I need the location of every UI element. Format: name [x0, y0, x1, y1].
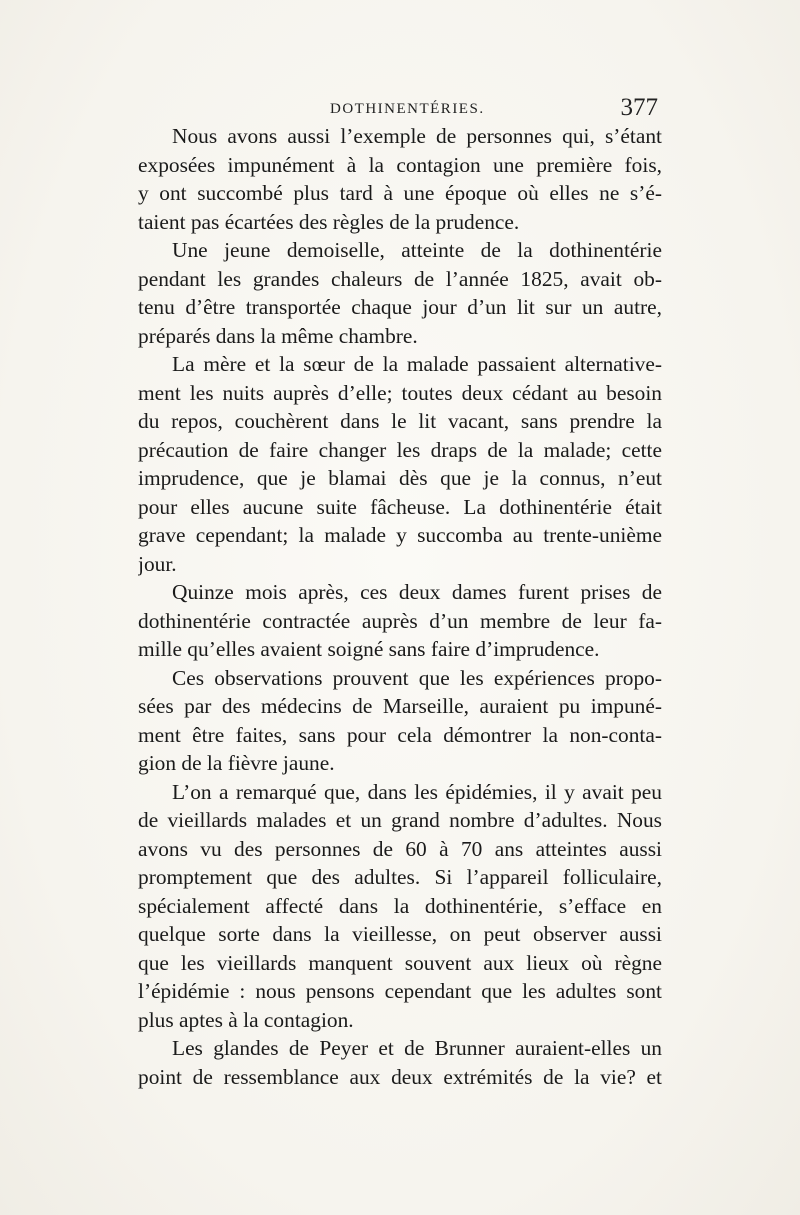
page-number: 377 [620, 94, 658, 121]
text-line: spécialement affecté dans la dothinentérie, s’efface en [138, 893, 662, 918]
text-line: pendant les grandes chaleurs de l’année 1825, avait ob- [138, 266, 662, 291]
text-line: exposées impunément à la contagion une première fois, [138, 152, 662, 177]
text-line: de vieillards malades et un grand nombre d’adultes. Nous [138, 808, 662, 832]
text-line: avons vu des personnes de 60 à 70 ans atteintes aussi [138, 836, 662, 861]
text-line: ment être faites, sans pour cela démontrer la non-conta- [138, 722, 662, 747]
text-line: que les vieillards manquent souvent aux lieux où règne [138, 950, 662, 975]
text-line: taient pas écartées des règles de la prudence. [138, 209, 520, 234]
text-line: Quinze mois après, ces deux dames furent prises de [172, 580, 662, 604]
text-line: grave cependant; la malade y succomba au trente-unième [138, 523, 662, 547]
text-line: sées par des médecins de Marseille, auraient pu impuné- [138, 694, 662, 718]
text-line: plus aptes à la contagion. [138, 1007, 354, 1032]
text-line: Les glandes de Peyer et de Brunner auraient-elles un [172, 1036, 662, 1060]
text-line: Ces observations prouvent que les expériences propo- [172, 665, 662, 690]
text-line: point de ressemblance aux deux extrémités de la vie? et [138, 1064, 662, 1089]
body-text [138, 122, 662, 1091]
text-line: jour. [138, 551, 177, 576]
text-line: précaution de faire changer les draps de la malade; cette [138, 437, 662, 462]
text-line: L’on a remarqué que, dans les épidémies, il y avait peu [172, 779, 662, 804]
text-line: pour elles aucune suite fâcheuse. La dothinentérie était [138, 494, 662, 519]
running-head [138, 94, 658, 123]
text-line: Une jeune demoiselle, atteinte de la dothinentérie [172, 238, 662, 262]
text-line: imprudence, que je blamai dès que je la connus, n’eut [138, 466, 662, 490]
text-line: quelque sorte dans la vieillesse, on peut observer aussi [138, 922, 662, 946]
text-line: préparés dans la même chambre. [138, 323, 418, 348]
running-title: DOTHINENTÉRIES. [330, 101, 485, 117]
text-line: ment les nuits auprès d’elle; toutes deux cédant au besoin [138, 380, 662, 405]
text-line: l’épidémie : nous pensons cependant que les adultes sont [138, 979, 662, 1003]
text-line: Nous avons aussi l’exemple de personnes qui, s’étant [172, 124, 662, 148]
text-line: du repos, couchèrent dans le lit vacant, sans prendre la [138, 409, 662, 433]
text-line: promptement que des adultes. Si l’appareil folliculaire, [138, 865, 662, 889]
text-line: dothinentérie contractée auprès d’un membre de leur fa- [138, 608, 662, 633]
text-line: mille qu’elles avaient soigné sans faire d’imprudence. [138, 637, 600, 661]
text-line: La mère et la sœur de la malade passaient alternative- [172, 352, 662, 376]
text-line: gion de la fièvre jaune. [138, 751, 335, 775]
text-line: tenu d’être transportée chaque jour d’un lit sur un autre, [138, 295, 662, 319]
text-line: y ont succombé plus tard à une époque où elles ne s’é- [138, 181, 662, 205]
